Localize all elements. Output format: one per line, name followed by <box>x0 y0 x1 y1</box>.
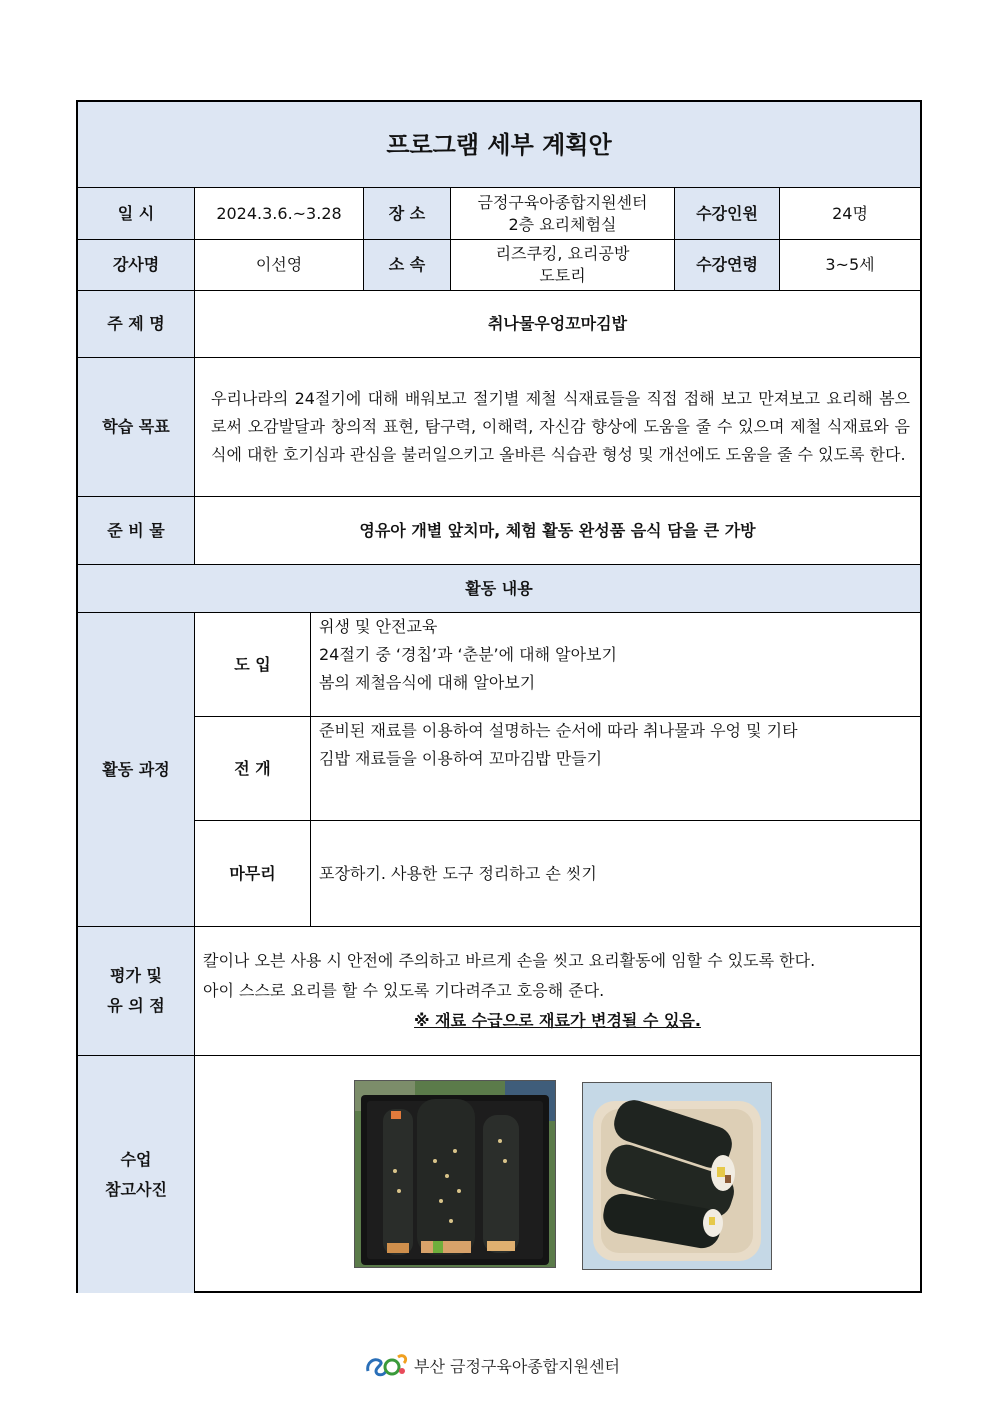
intro-line-2: 24절기 중 ‘경칩’과 ‘춘분’에 대해 알아보기 <box>319 645 617 664</box>
materials-value: 영유아 개별 앞치마, 체험 활동 완성품 음식 담을 큰 가방 <box>359 520 756 540</box>
capacity-label: 수강인원 <box>675 188 779 239</box>
topic-value: 취나물우엉꼬마김밥 <box>487 314 628 333</box>
age-label: 수강연령 <box>675 240 779 290</box>
evaluation-label-line2: 유 의 점 <box>107 996 165 1015</box>
process-label: 활동 과정 <box>78 613 194 926</box>
develop-label: 전 개 <box>234 758 271 778</box>
place-value <box>451 188 674 239</box>
intro-line-1: 위생 및 안전교육 <box>319 617 438 636</box>
evaluation-content <box>195 927 920 1055</box>
evaluation-label <box>78 927 194 1055</box>
photos-label-line1: 수업 <box>120 1149 152 1169</box>
intro-line-3: 봄의 제철음식에 대해 알아보기 <box>319 673 536 692</box>
evaluation-notice: ※ 재료 수급으로 재료가 변경될 수 있음. <box>414 1011 701 1030</box>
develop-line-1: 준비된 재료를 이용하여 설명하는 순서에 따라 취나물과 우엉 및 기타 <box>319 721 798 740</box>
evaluation-line-1: 칼이나 오븐 사용 시 안전에 주의하고 바르게 손을 씻고 요리활동에 임할 수 있도록 한다. <box>203 951 816 970</box>
evaluation-label-line1: 평가 및 <box>110 966 162 985</box>
place-label: 장 소 <box>364 188 450 239</box>
page-title: 프로그램 세부 계획안 <box>78 102 920 187</box>
center-logo-icon <box>364 1351 410 1379</box>
affiliation-value <box>451 240 674 290</box>
kimbap-tray-photo <box>354 1080 556 1268</box>
affiliation-line2: 도토리 <box>539 266 586 285</box>
materials-label: 준 비 물 <box>78 497 194 564</box>
kimbap-container-image <box>583 1083 771 1269</box>
goal-label: 학습 목표 <box>78 358 194 496</box>
age-value: 3~5세 <box>825 255 875 274</box>
affiliation-label: 소 속 <box>364 240 450 290</box>
develop-line-2: 김밥 재료들을 이용하여 꼬마김밥 만들기 <box>319 749 603 768</box>
develop-content <box>311 717 920 820</box>
instructor-label: 강사명 <box>78 240 194 290</box>
photos-label-line2: 참고사진 <box>105 1179 167 1199</box>
finish-content: 포장하기. 사용한 도구 정리하고 손 씻기 <box>319 863 597 883</box>
topic-label: 주 제 명 <box>78 291 194 357</box>
place-line1: 금정구육아종합지원센터 <box>477 192 648 212</box>
place-line2: 2층 요리체험실 <box>508 214 617 234</box>
plan-sheet <box>76 100 922 1293</box>
goal-text-cell <box>195 358 920 496</box>
activity-header: 활동 내용 <box>78 565 920 612</box>
intro-label: 도 입 <box>234 654 271 674</box>
affiliation-line1: 리즈쿠킹, 요리공방 <box>495 244 630 263</box>
instructor-value: 이선영 <box>255 255 303 274</box>
footer-org: 부산 금정구육아종합지원센터 <box>414 1356 621 1376</box>
kimbap-container-photo <box>582 1082 772 1270</box>
kimbap-tray-image <box>355 1081 555 1267</box>
photos-label <box>78 1056 194 1293</box>
goal-text: 우리나라의 24절기에 대해 배워보고 절기별 제철 식재료들을 직접 접해 보고 만져보고 요리해 봄으로써 오감발달과 창의적 표현, 탐구력, 이해력, 자신감 향상에 도움을 줄 수 있으며 제철 식재료와 음식에 대한 호기심과 관심을 불러일으키고 올바른 식습관 형성 및 개선에도 도움을 줄 수 있도록 한다. <box>211 389 910 464</box>
date-value: 2024.3.6.~3.28 <box>216 203 342 223</box>
capacity-value: 24명 <box>832 203 868 223</box>
evaluation-line-2: 아이 스스로 요리를 할 수 있도록 기다려주고 호응해 준다. <box>203 981 605 1000</box>
intro-content <box>311 613 920 716</box>
finish-label: 마무리 <box>229 863 276 883</box>
date-label: 일 시 <box>78 188 194 239</box>
footer <box>364 1350 620 1380</box>
